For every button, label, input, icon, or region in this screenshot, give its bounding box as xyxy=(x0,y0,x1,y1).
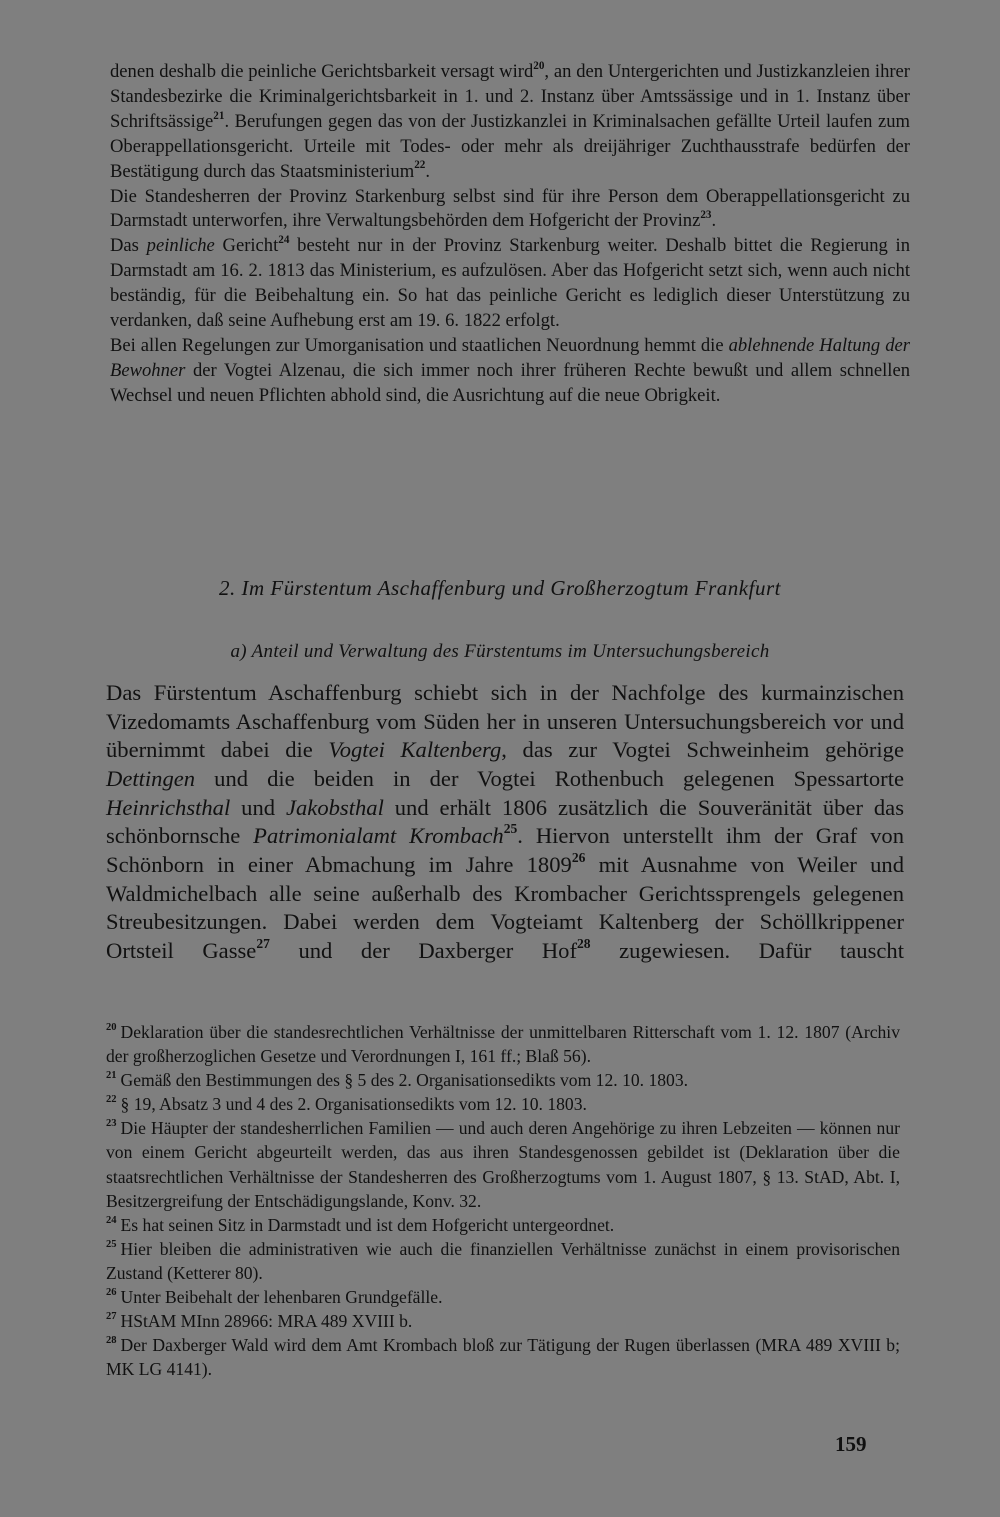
text-run: , das zur Vogtei Schweinheim gehörige xyxy=(501,737,905,763)
text-run: Das xyxy=(110,235,147,257)
subsection-heading: a) Anteil und Verwaltung des Fürstentums im Untersuchungsbereich xyxy=(230,641,770,662)
footnotes xyxy=(106,1020,900,1381)
section-heading: 2. Im Fürstentum Aschaffenburg und Großherzogtum Frankfurt xyxy=(219,576,781,600)
italic-text: Heinrichsthal xyxy=(106,794,231,820)
italic-text: Vogtei Kaltenberg xyxy=(328,737,502,763)
footnote-text: Unter Beibehalt der lehenbaren Grundgefälle. xyxy=(120,1287,443,1308)
footnote-number: 25 xyxy=(106,1238,117,1250)
text-run: Die Standesherren der Provinz Starkenburg selbst sind für ihre Person dem Oberappellationsgericht zu Darmstadt unterworfen, ihre Verwaltungsbehörden dem Hofgericht der Provinz xyxy=(110,185,910,232)
footnote-number: 24 xyxy=(106,1214,117,1226)
text-run: Das Fürstentum Aschaffenburg schiebt sich in der Nachfolge des kurmainzischen Vizedomamts Aschaffenburg vom Süden her in unseren Untersuchungsbereich vor und übernimmt dabei die xyxy=(106,680,904,763)
footnote-text: Gemäß den Bestimmungen des § 5 des 2. Organisationsedikts vom 12. 10. 1803. xyxy=(120,1070,689,1091)
text-run: Bei allen Regelungen zur Umorganisation und staatlichen Neuordnung hemmt die xyxy=(110,334,729,356)
page-number: 159 xyxy=(835,1432,867,1456)
text-run: . xyxy=(425,160,430,182)
italic-text: ablehnende Haltung der Bewohner xyxy=(110,334,910,381)
paragraph xyxy=(110,234,910,334)
footnote-number: 20 xyxy=(106,1022,117,1034)
footnote xyxy=(106,1237,900,1285)
footnote-ref: 24 xyxy=(278,234,290,247)
intro-text xyxy=(110,60,910,409)
footnote-ref: 23 xyxy=(700,209,712,222)
footnote xyxy=(106,1333,900,1381)
footnote-number: 27 xyxy=(106,1311,117,1323)
footnote xyxy=(106,1020,900,1068)
footnote xyxy=(106,1068,900,1092)
text-run: Gericht xyxy=(214,235,279,257)
footnote-text: Die Häupter der standesherrlichen Familien — und auch deren Angehörige zu ihren Lebzeiten — können nur von einem Gericht abgeurteilt werden, das aus ihren Standesgenossen gebildet ist (Deklaration über die staatsrechtlichen Verhältnisse der Standesherren des Großherzogtums vom 1. August 1807, § 13. StAD, Abt. I, Besitzergreifung der Entschädigungslande, Konv. 32. xyxy=(106,1118,900,1211)
italic-text: Dettingen xyxy=(106,765,196,791)
footnote-text: Hier bleiben die administrativen wie auch die finanziellen Verhältnisse zunächst in einem provisorischen Zustand (Ketterer 80). xyxy=(106,1238,900,1283)
footnote-ref: 20 xyxy=(533,59,545,72)
footnote-text: Es hat seinen Sitz in Darmstadt und ist dem Hofgericht untergeordnet. xyxy=(120,1214,615,1235)
footnote-ref: 26 xyxy=(571,850,586,866)
text-run: der Vogtei Alzenau, die sich immer noch ihrer früheren Rechte bewußt und allem schnellen Wechsel und neuen Pflichten abhold sind, die Ausrichtung auf die neue Obrigkeit. xyxy=(110,359,910,406)
main-text xyxy=(106,679,904,966)
text-run: besteht nur in der Provinz Starkenburg weiter. Deshalb bittet die Regierung in Darmstadt am 16. 2. 1813 das Ministerium, es aufzulösen. Aber das Hofgericht setzt sich, wenn auch nicht beständig, für die Beibehaltung ein. So hat das peinliche Gericht es lediglich dieser Unterstützung zu verdanken, daß seine Aufhebung erst am 19. 6. 1822 erfolgt. xyxy=(110,235,910,332)
paragraph xyxy=(110,60,910,185)
text-run: mit Ausnahme von Weiler und Waldmichelbach alle seine außerhalb des Krombacher Gerichtssprengels gelegenen Streubesitzungen. Dabei werden dem Vogteiamt Kaltenberg der Schöllkrippener Ortsteil Gasse xyxy=(106,851,904,963)
paragraph xyxy=(110,185,910,235)
footnote-ref: 25 xyxy=(503,821,518,837)
italic-text: Jakobsthal xyxy=(285,794,384,820)
footnote xyxy=(106,1285,900,1309)
text-run: . xyxy=(711,210,717,232)
text-run: und der Daxberger Hof xyxy=(269,937,577,963)
footnote-text: HStAM MInn 28966: MRA 489 XVIII b. xyxy=(120,1311,413,1332)
footnote-text: Der Daxberger Wald wird dem Amt Krombach bloß zur Tätigung der Rugen überlassen (MRA 489 XVIII b; MK LG 4141). xyxy=(106,1335,900,1380)
paragraph xyxy=(110,334,910,409)
footnote-text: Deklaration über die standesrechtlichen Verhältnisse der unmittelbaren Ritterschaft vom 1. 12. 1807 (Archiv der großherzoglichen Gesetze und Verordnungen I, 161 ff.; Blaß 56). xyxy=(106,1022,900,1067)
text-run: denen deshalb die peinliche Gerichtsbarkeit versagt wird xyxy=(110,61,534,82)
footnote xyxy=(106,1092,900,1116)
footnote-number: 22 xyxy=(106,1094,117,1106)
footnote-number: 23 xyxy=(106,1118,117,1130)
text-run: . Hiervon unterstellt ihm der Graf von Schönborn in einer Abmachung im Jahre 1809 xyxy=(106,823,904,877)
footnote-ref: 22 xyxy=(414,159,426,172)
italic-text: Patrimonialamt Krombach xyxy=(253,823,504,849)
footnote xyxy=(106,1116,900,1212)
footnote-ref: 21 xyxy=(213,109,225,122)
italic-text: peinliche xyxy=(146,235,215,257)
footnote-number: 21 xyxy=(106,1070,117,1082)
text-run: zugewiesen. Dafür tauscht xyxy=(590,937,904,963)
paragraph xyxy=(106,679,904,966)
footnote-text: § 19, Absatz 3 und 4 des 2. Organisationsedikts vom 12. 10. 1803. xyxy=(120,1094,587,1115)
text-run: und erhält 1806 zusätzlich die Souveränität über das schönbornsche xyxy=(106,794,904,849)
text-run: und xyxy=(230,794,286,820)
text-run: . Berufungen gegen das von der Justizkanzlei in Kriminalsachen gefällte Urteil laufen zum Oberappellationsgericht. Urteile mit Todes- oder mehr als dreijähriger Zuchthausstrafe bedürfen der Bestätigung durch das Staatsministerium xyxy=(110,110,910,182)
footnote-ref: 27 xyxy=(256,936,270,952)
text-run: , an den Untergerichten und Justizkanzleien ihrer Standesbezirke die Kriminalgerichtsbarkeit in 1. und 2. Instanz über Amtssässige und in 1. Instanz über Schriftsässige xyxy=(110,61,910,132)
footnote-number: 26 xyxy=(106,1287,117,1299)
footnote-ref: 28 xyxy=(576,936,591,952)
footnote xyxy=(106,1213,900,1237)
footnote-number: 28 xyxy=(106,1335,117,1347)
text-run: und die beiden in der Vogtei Rothenbuch gelegenen Spessartorte xyxy=(195,765,904,791)
footnote xyxy=(106,1309,900,1333)
